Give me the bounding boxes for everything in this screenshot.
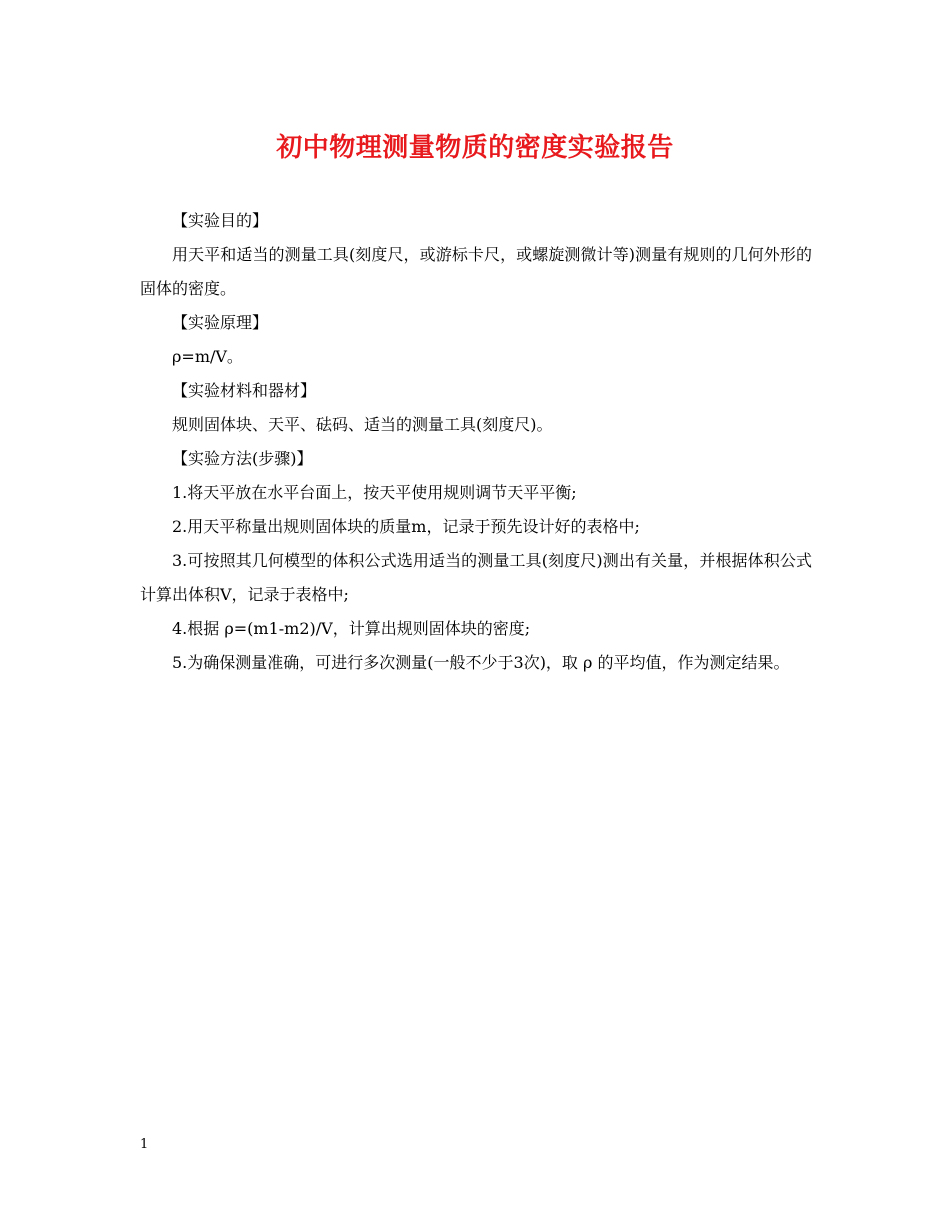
purpose-paragraph: 用天平和适当的测量工具(刻度尺，或游标卡尺，或螺旋测微计等)测量有规则的几何外形的固体的密度。 <box>140 245 812 298</box>
principle-paragraph: ρ=m/V。 <box>172 347 243 366</box>
section-heading-method: 【实验方法(步骤)】 <box>172 449 313 468</box>
method-step-3: 3.可按照其几何模型的体积公式选用适当的测量工具(刻度尺)测出有关量，并根据体积公式计算出体积V，记录于表格中; <box>140 551 812 604</box>
method-step-2: 2.用天平称量出规则固体块的质量m，记录于预先设计好的表格中; <box>172 517 640 536</box>
section-heading-purpose: 【实验目的】 <box>172 211 269 230</box>
method-step-5: 5.为确保测量准确，可进行多次测量(一般不少于3次)，取 ρ 的平均值，作为测定结果。 <box>172 653 790 672</box>
document-body <box>140 204 812 680</box>
method-step-4: 4.根据 ρ=(m1-m2)/V，计算出规则固体块的密度; <box>172 619 531 638</box>
materials-paragraph: 规则固体块、天平、砝码、适当的测量工具(刻度尺)。 <box>172 415 553 434</box>
method-step-1: 1.将天平放在水平台面上，按天平使用规则调节天平平衡; <box>172 483 577 502</box>
document-title: 初中物理测量物质的密度实验报告 <box>276 133 674 163</box>
section-heading-principle: 【实验原理】 <box>172 313 269 332</box>
page-number: 1 <box>140 1137 149 1152</box>
section-heading-materials: 【实验材料和器材】 <box>172 381 317 400</box>
